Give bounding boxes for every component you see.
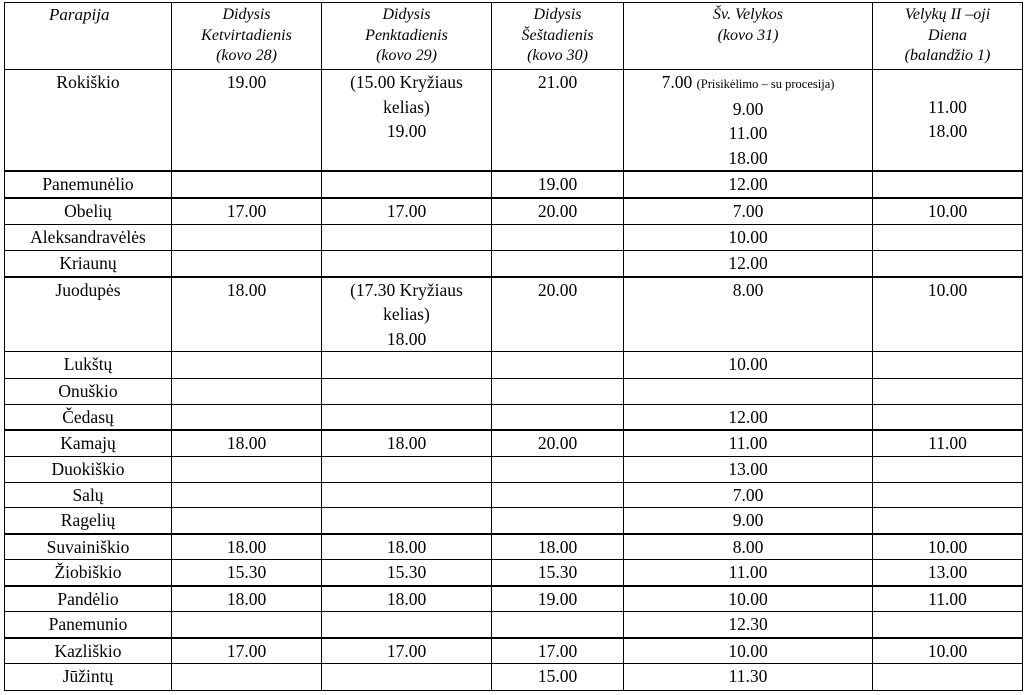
parish-name: Juodupės (55, 279, 121, 300)
easter-monday-cell (873, 277, 1023, 352)
mass-time (873, 587, 1022, 612)
friday-cell (322, 456, 492, 482)
mass-time (322, 95, 491, 120)
parish-cell (5, 664, 172, 691)
easter-sunday-cell (624, 430, 873, 456)
parish-cell (5, 560, 172, 586)
saturday-cell (492, 198, 624, 225)
friday-cell (322, 225, 492, 251)
header-easter-sunday (624, 3, 873, 70)
table-row (5, 586, 1023, 612)
easter-monday-cell (873, 404, 1023, 430)
mass-time (624, 587, 872, 612)
friday-cell (322, 171, 492, 198)
mass-time (873, 535, 1022, 560)
parish-name: Kamajų (60, 433, 116, 453)
easter-monday-cell (873, 430, 1023, 456)
mass-time (624, 612, 872, 637)
time-value: 18.00 (386, 588, 427, 609)
easter-sunday-cell (624, 664, 873, 691)
parish-cell (5, 638, 172, 664)
friday-cell (322, 482, 492, 508)
saturday-cell (492, 70, 624, 172)
mass-time (172, 199, 321, 224)
time-value: 11.00 (728, 433, 768, 453)
parish-cell (5, 586, 172, 612)
saturday-cell (492, 225, 624, 251)
thursday-cell (172, 404, 322, 430)
mass-time (873, 70, 1022, 95)
mass-time (624, 405, 872, 430)
time-value: 9.00 (732, 510, 764, 530)
parish-cell (5, 508, 172, 534)
saturday-cell (492, 456, 624, 482)
saturday-cell (492, 251, 624, 277)
mass-time (624, 352, 872, 377)
mass-time (492, 199, 623, 224)
mass-time (624, 199, 872, 224)
mass-time (492, 172, 623, 197)
time-value: 11.00 (928, 433, 967, 453)
parish-cell (5, 277, 172, 352)
time-value: 12.00 (728, 174, 768, 194)
mass-time (873, 119, 1022, 144)
mass-time (322, 560, 491, 585)
time-value: 11.00 (928, 588, 967, 609)
mass-time (624, 483, 872, 508)
thursday-cell (172, 612, 322, 638)
saturday-cell (492, 586, 624, 612)
mass-time (624, 457, 872, 482)
easter-monday-cell (873, 664, 1023, 691)
time-value: 19.00 (386, 121, 427, 141)
parish-cell (5, 70, 172, 172)
mass-time (492, 431, 623, 456)
table-row (5, 404, 1023, 430)
easter-monday-cell (873, 251, 1023, 277)
time-value: 18.00 (386, 433, 427, 453)
mass-time (172, 560, 321, 585)
mass-time (624, 121, 872, 146)
table-row (5, 198, 1023, 225)
thursday-cell (172, 198, 322, 225)
mass-time (172, 587, 321, 612)
friday-cell (322, 277, 492, 352)
header-easter-monday (873, 3, 1023, 70)
table-row (5, 612, 1023, 638)
thursday-cell (172, 456, 322, 482)
mass-time (624, 560, 872, 585)
header-friday (322, 3, 492, 70)
header-line: Diena (927, 26, 968, 44)
time-value: 18.00 (226, 588, 267, 609)
time-value: 17.00 (226, 200, 267, 221)
mass-time (322, 70, 491, 95)
mass-time (492, 70, 623, 95)
header-parish (5, 3, 172, 70)
parish-cell (5, 198, 172, 225)
parish-cell (5, 534, 172, 560)
time-value: 12.00 (728, 406, 768, 427)
header-line: (kovo 29) (376, 47, 437, 64)
easter-monday-cell (873, 70, 1023, 172)
mass-time (873, 95, 1022, 120)
saturday-cell (492, 171, 624, 198)
header-line: (balandžio 1) (904, 47, 991, 64)
table-row (5, 430, 1023, 456)
mass-time (322, 431, 491, 456)
parish-cell (5, 251, 172, 277)
mass-time (624, 172, 872, 197)
time-value: (15.00 Kryžiaus (350, 72, 463, 92)
parish-name: Salų (72, 484, 104, 505)
table-row (5, 482, 1023, 508)
time-value: 18.00 (386, 536, 427, 557)
easter-monday-cell (873, 456, 1023, 482)
parish-name: Panemunėlio (42, 174, 134, 194)
easter-monday-cell (873, 508, 1023, 534)
parish-name: Čedasų (62, 406, 114, 427)
procession-note: (Prisikėlimo – su procesija) (696, 77, 835, 91)
time-value: 10.00 (927, 640, 968, 661)
parish-name: Suvainiškio (46, 536, 130, 557)
easter-sunday-cell (624, 404, 873, 430)
time-value: 11.00 (728, 123, 768, 143)
parish-name: Obelių (64, 200, 112, 221)
mass-time (322, 199, 491, 224)
mass-time (624, 278, 872, 303)
parish-name: Ragelių (60, 510, 116, 530)
mass-time (624, 639, 872, 664)
time-value: 10.00 (927, 279, 968, 300)
time-value: 10.00 (728, 640, 768, 661)
easter-monday-cell (873, 379, 1023, 405)
saturday-cell (492, 638, 624, 664)
friday-cell (322, 198, 492, 225)
friday-cell (322, 251, 492, 277)
parish-name: Kazliškio (54, 640, 122, 661)
saturday-cell (492, 352, 624, 379)
time-value: 11.00 (928, 96, 967, 117)
mass-time (322, 302, 491, 327)
thursday-cell (172, 379, 322, 405)
header-line: Didysis (222, 6, 271, 23)
mass-time (624, 431, 872, 456)
time-value: 10.00 (728, 354, 768, 374)
time-value: 18.00 (226, 536, 267, 557)
parish-name: Žiobiškio (54, 562, 122, 582)
friday-cell (322, 534, 492, 560)
time-value: 18.00 (537, 536, 578, 557)
parish-cell (5, 430, 172, 456)
easter-sunday-cell (624, 560, 873, 586)
friday-cell (322, 586, 492, 612)
table-row (5, 508, 1023, 534)
table-row (5, 352, 1023, 379)
thursday-cell (172, 638, 322, 664)
mass-time (624, 70, 872, 97)
thursday-cell (172, 560, 322, 586)
saturday-cell (492, 534, 624, 560)
mass-time (873, 199, 1022, 224)
time-value: 15.30 (537, 562, 578, 582)
easter-sunday-cell (624, 456, 873, 482)
thursday-cell (172, 171, 322, 198)
parish-name: Onuškio (58, 381, 118, 401)
mass-time (873, 560, 1022, 585)
saturday-cell (492, 508, 624, 534)
easter-sunday-cell (624, 251, 873, 277)
parish-name: Jūžintų (62, 666, 114, 686)
header-line: Velykų II –oji (904, 6, 991, 23)
time-value: 17.00 (386, 640, 427, 661)
time-value: 18.00 (927, 121, 968, 141)
time-value: 10.00 (728, 588, 768, 609)
friday-cell (322, 352, 492, 379)
table-row (5, 638, 1023, 664)
mass-time (624, 97, 872, 122)
time-value: 10.00 (927, 200, 968, 221)
thursday-cell (172, 586, 322, 612)
time-value: 11.00 (728, 562, 768, 582)
mass-time (624, 508, 872, 533)
header-line: Didysis (533, 6, 582, 23)
mass-time (322, 278, 491, 303)
saturday-cell (492, 664, 624, 691)
friday-cell (322, 70, 492, 172)
time-value: 20.00 (537, 279, 578, 300)
easter-sunday-cell (624, 638, 873, 664)
mass-time (322, 119, 491, 144)
thursday-cell (172, 225, 322, 251)
friday-cell (322, 404, 492, 430)
thursday-cell (172, 277, 322, 352)
header-line: (kovo 28) (216, 47, 277, 64)
parish-name: Pandėlio (57, 588, 119, 609)
time-value: 10.00 (927, 536, 968, 557)
easter-sunday-cell (624, 482, 873, 508)
thursday-cell (172, 430, 322, 456)
time-value: (17.30 Kryžiaus (350, 279, 463, 300)
friday-cell (322, 379, 492, 405)
time-value: 18.00 (728, 147, 768, 168)
time-value: 17.00 (386, 200, 427, 221)
time-value: 18.00 (226, 279, 267, 300)
mass-time (624, 146, 872, 171)
mass-schedule-table (4, 2, 1023, 691)
easter-monday-cell (873, 638, 1023, 664)
friday-cell (322, 612, 492, 638)
time-value: 15.00 (537, 666, 578, 686)
thursday-cell (172, 664, 322, 691)
parish-cell (5, 612, 172, 638)
mass-time (322, 327, 491, 352)
parish-name: Aleksandravėlės (30, 227, 146, 247)
time-value: 8.00 (732, 279, 764, 300)
mass-time (492, 535, 623, 560)
easter-monday-cell (873, 352, 1023, 379)
time-value: 7.00 (732, 484, 764, 505)
time-value: 13.00 (927, 562, 968, 582)
table-row (5, 70, 1023, 172)
mass-time (624, 535, 872, 560)
easter-sunday-cell (624, 198, 873, 225)
easter-sunday-cell (624, 352, 873, 379)
mass-time (624, 251, 872, 276)
time-value: 20.00 (537, 200, 578, 221)
table-row (5, 534, 1023, 560)
friday-cell (322, 664, 492, 691)
easter-sunday-cell (624, 70, 873, 172)
header-line: Ketvirtadienis (201, 26, 292, 44)
saturday-cell (492, 277, 624, 352)
time-value: 7.00 (661, 72, 693, 92)
easter-monday-cell (873, 198, 1023, 225)
friday-cell (322, 638, 492, 664)
easter-sunday-cell (624, 508, 873, 534)
header-line: Penktadienis (365, 26, 448, 44)
parish-name: Lukštų (63, 354, 113, 374)
parish-name: Kriaunų (59, 253, 117, 273)
friday-cell (322, 508, 492, 534)
time-value: 17.00 (537, 640, 578, 661)
mass-time (492, 278, 623, 303)
table-body (5, 70, 1023, 691)
mass-time (492, 639, 623, 664)
time-value: 19.00 (537, 588, 578, 609)
time-value: 13.00 (728, 458, 768, 479)
thursday-cell (172, 251, 322, 277)
parish-cell (5, 352, 172, 379)
easter-sunday-cell (624, 586, 873, 612)
easter-monday-cell (873, 612, 1023, 638)
thursday-cell (172, 352, 322, 379)
time-value: 12.00 (728, 253, 768, 273)
easter-sunday-cell (624, 225, 873, 251)
mass-time (873, 431, 1022, 456)
parish-cell (5, 404, 172, 430)
table-row (5, 225, 1023, 251)
parish-cell (5, 482, 172, 508)
header-line: (kovo 31) (717, 26, 779, 44)
time-value: 8.00 (732, 536, 764, 557)
time-value: 9.00 (732, 98, 764, 119)
mass-time (624, 664, 872, 689)
table-row (5, 560, 1023, 586)
saturday-cell (492, 560, 624, 586)
time-value: 18.00 (226, 433, 267, 453)
thursday-cell (172, 482, 322, 508)
parish-name: Duokiškio (51, 458, 125, 479)
time-value: 20.00 (537, 433, 578, 453)
mass-time (172, 431, 321, 456)
table-row (5, 379, 1023, 405)
time-value: 19.00 (226, 72, 267, 92)
easter-monday-cell (873, 586, 1023, 612)
friday-cell (322, 430, 492, 456)
table-row (5, 664, 1023, 691)
saturday-cell (492, 379, 624, 405)
mass-time (172, 639, 321, 664)
easter-sunday-cell (624, 171, 873, 198)
easter-monday-cell (873, 482, 1023, 508)
mass-time (873, 639, 1022, 664)
header-line: Parapija (49, 5, 110, 24)
parish-cell (5, 171, 172, 198)
mass-time (322, 535, 491, 560)
time-value: 10.00 (728, 227, 768, 247)
table-row (5, 251, 1023, 277)
header-saturday (492, 3, 624, 70)
easter-monday-cell (873, 534, 1023, 560)
mass-time (492, 560, 623, 585)
mass-time (322, 639, 491, 664)
friday-cell (322, 560, 492, 586)
mass-time (492, 587, 623, 612)
easter-monday-cell (873, 560, 1023, 586)
thursday-cell (172, 508, 322, 534)
easter-monday-cell (873, 225, 1023, 251)
easter-sunday-cell (624, 277, 873, 352)
saturday-cell (492, 430, 624, 456)
table-row (5, 277, 1023, 352)
time-value: kelias) (383, 304, 430, 324)
table-row (5, 456, 1023, 482)
header-thursday (172, 3, 322, 70)
parish-cell (5, 456, 172, 482)
easter-monday-cell (873, 171, 1023, 198)
mass-time (624, 225, 872, 250)
saturday-cell (492, 404, 624, 430)
saturday-cell (492, 482, 624, 508)
time-value: 15.30 (386, 562, 427, 582)
saturday-cell (492, 612, 624, 638)
time-value: 18.00 (386, 328, 427, 349)
time-value: 7.00 (732, 200, 764, 221)
mass-time (172, 535, 321, 560)
mass-time (873, 278, 1022, 303)
header-line: Šeštadienis (521, 26, 594, 44)
mass-time (172, 278, 321, 303)
table-row (5, 171, 1023, 198)
easter-sunday-cell (624, 379, 873, 405)
mass-time (322, 587, 491, 612)
easter-sunday-cell (624, 612, 873, 638)
mass-time (172, 70, 321, 95)
easter-sunday-cell (624, 534, 873, 560)
thursday-cell (172, 70, 322, 172)
thursday-cell (172, 534, 322, 560)
header-line: Šv. Velykos (713, 6, 783, 23)
mass-time (492, 664, 623, 689)
parish-cell (5, 225, 172, 251)
header-line: (kovo 30) (527, 47, 588, 64)
time-value: 21.00 (537, 72, 578, 92)
time-value: 17.00 (226, 640, 267, 661)
time-value: 11.30 (728, 666, 768, 686)
parish-cell (5, 379, 172, 405)
time-value: kelias) (383, 96, 430, 117)
header-line: Didysis (382, 6, 431, 23)
time-value: 19.00 (537, 174, 578, 194)
parish-name: Panemunio (48, 614, 128, 634)
time-value: 15.30 (226, 562, 267, 582)
header-row (5, 3, 1023, 70)
time-value: 12.30 (728, 614, 768, 634)
parish-name: Rokiškio (56, 72, 120, 92)
